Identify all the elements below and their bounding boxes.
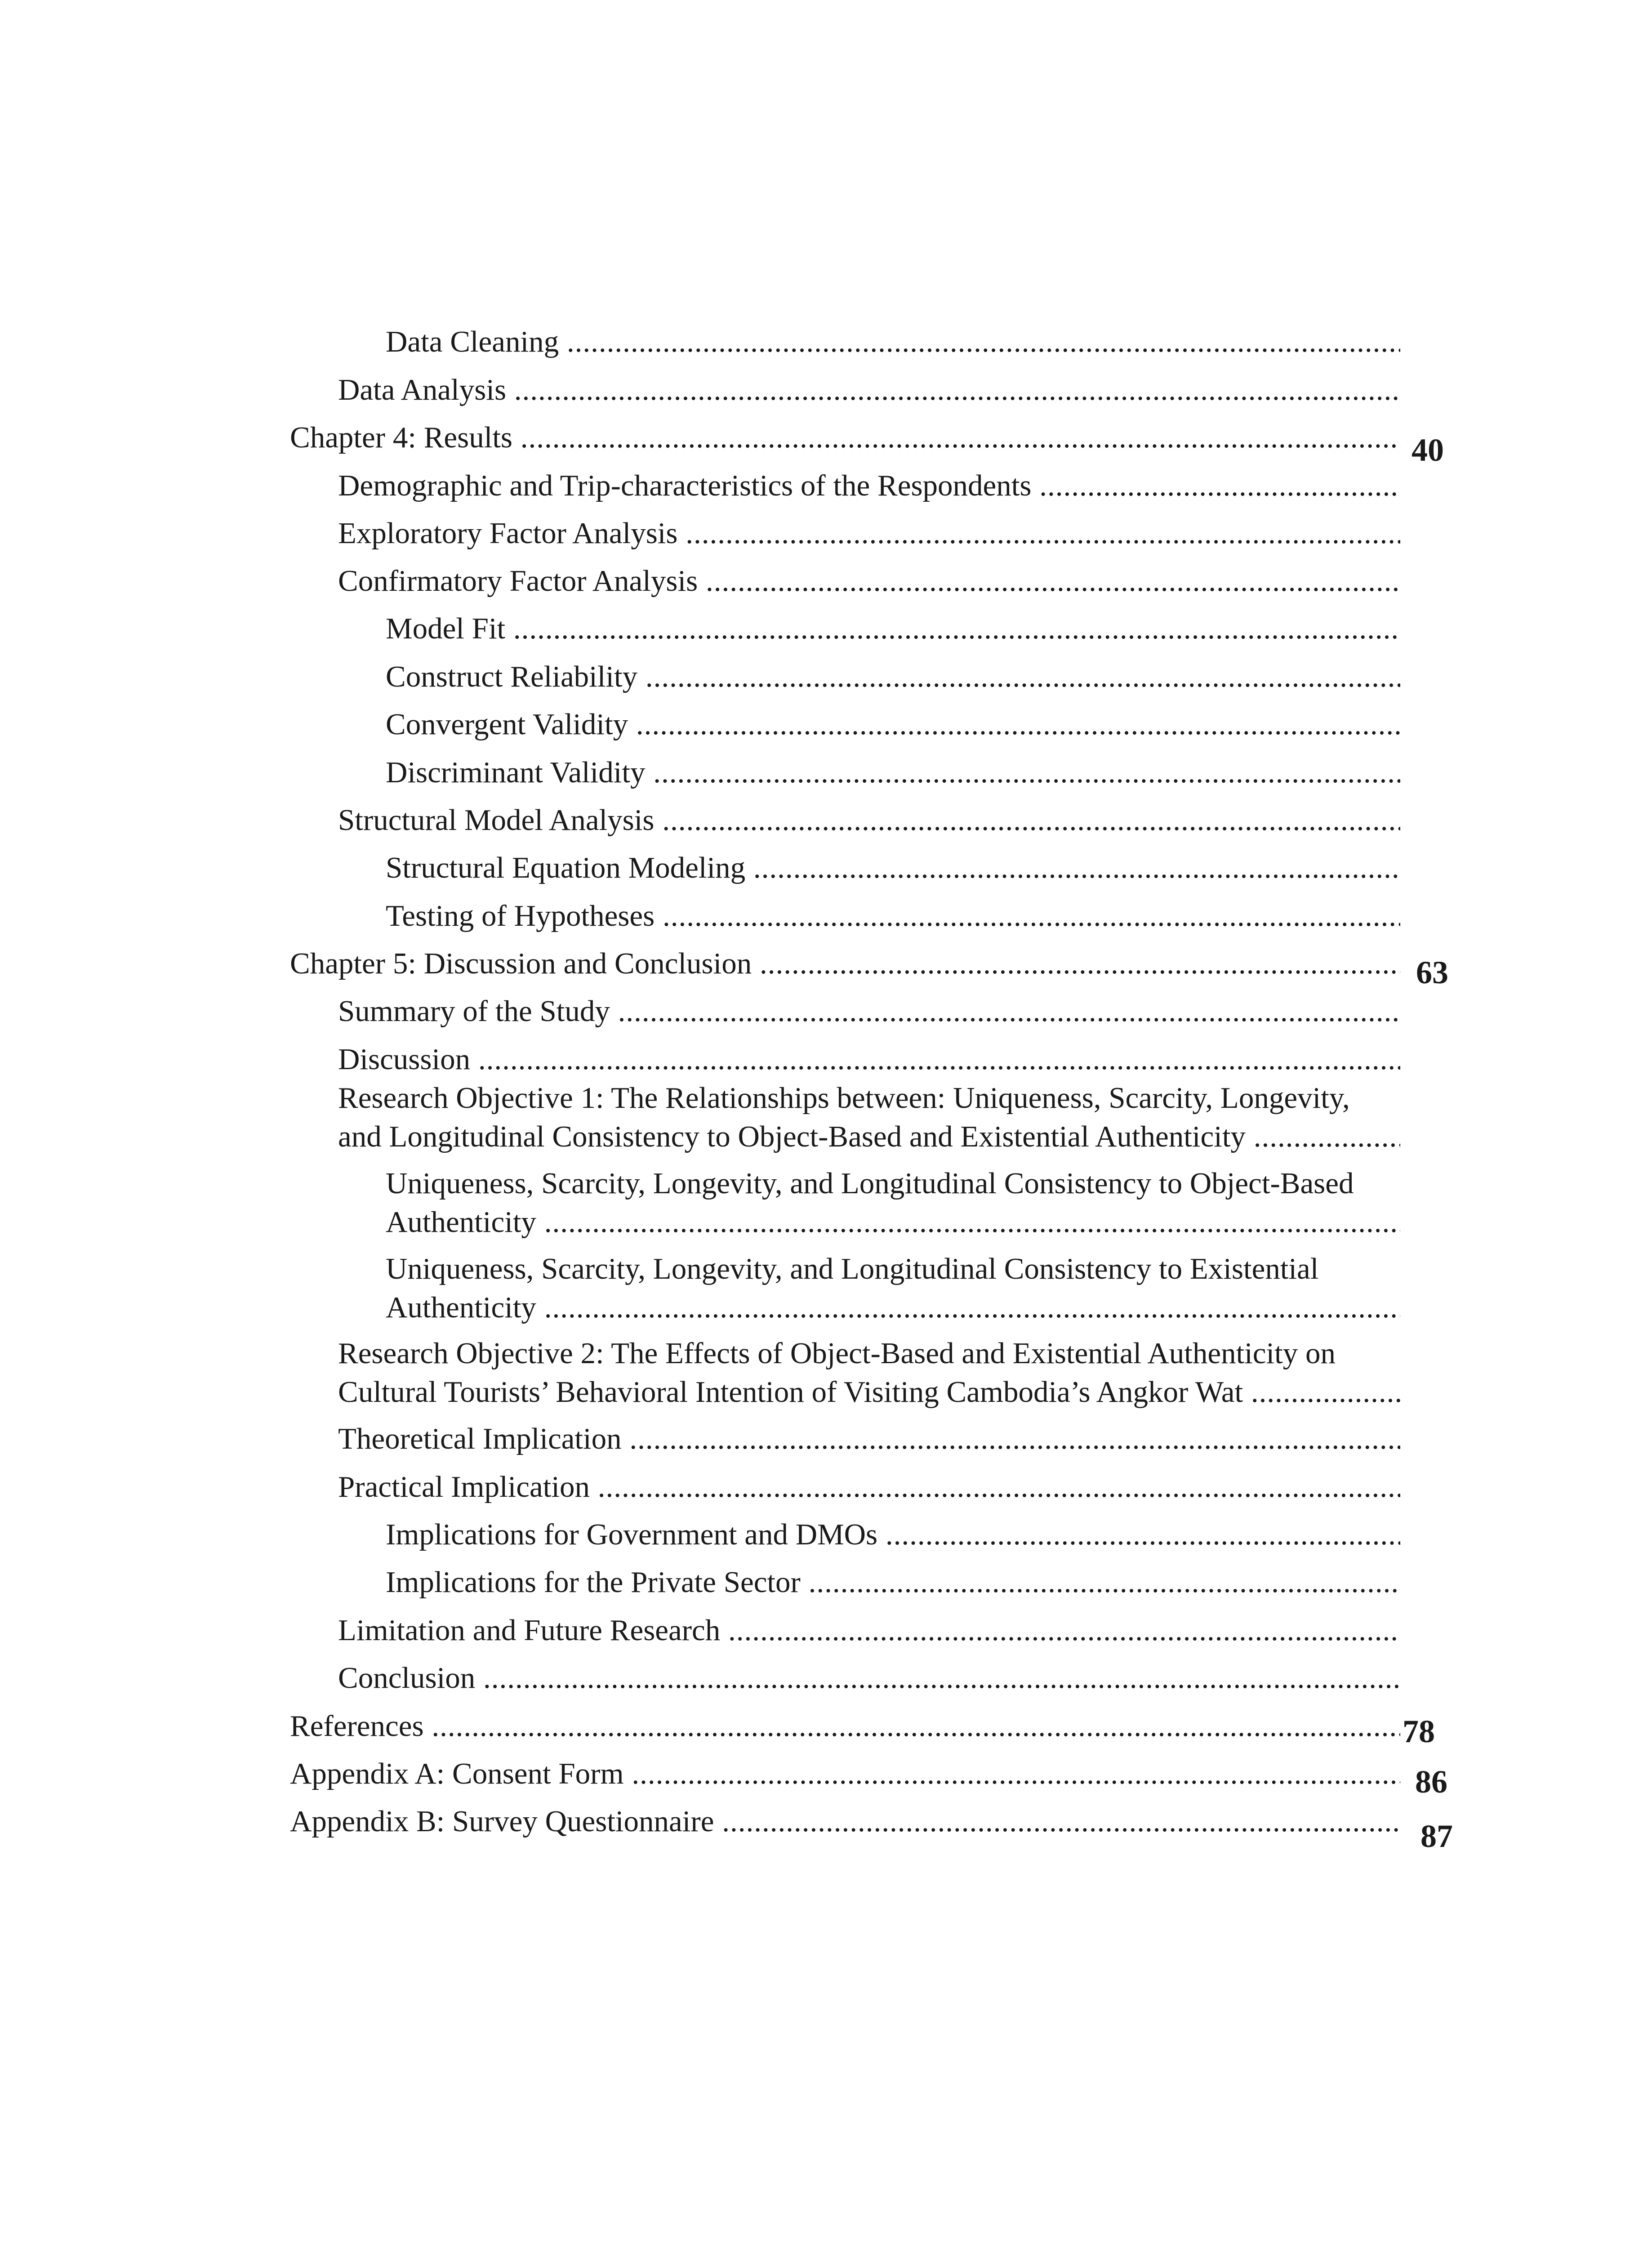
toc-entry-title: Implications for Government and DMOs ..... [386, 1517, 1400, 1552]
toc-entry-title: Testing of Hypotheses ..... [386, 898, 1400, 934]
toc-entry-title: Limitation and Future Research ..... [338, 1612, 1400, 1648]
toc-entry-title: Summary of the Study ..... [338, 993, 1400, 1029]
toc-entry-title: Demographic and Trip-characteristics of the Respondents ..... [338, 468, 1400, 504]
toc-page-number: 40 [1412, 432, 1444, 468]
toc-entry-title: Practical Implication ..... [338, 1469, 1400, 1505]
toc-page-number: 63 [1416, 955, 1448, 990]
toc-entry-title: and Longitudinal Consistency to Object-Based and Existential Authenticity ..... [338, 1119, 1400, 1155]
toc-entry-title: Discussion ..... [338, 1041, 1400, 1077]
toc-entry-title: Authenticity ..... [386, 1289, 1400, 1325]
toc-entry-title: Uniqueness, Scarcity, Longevity, and Longitudinal Consistency to Object-Based [386, 1167, 1354, 1200]
toc-entry-title: Research Objective 1: The Relationships between: Uniqueness, Scarcity, Longevity, [338, 1081, 1350, 1115]
toc-page-number: 87 [1420, 1818, 1453, 1854]
toc-entry-title: References ..... [290, 1708, 1400, 1744]
toc-entry-title: Structural Model Analysis ..... [338, 802, 1400, 838]
toc-entry-title: Implications for the Private Sector ..... [386, 1564, 1400, 1600]
toc-page-number: 86 [1415, 1764, 1447, 1800]
toc-entry-title: Appendix A: Consent Form ..... [290, 1756, 1400, 1792]
toc-page-number: 78 [1403, 1713, 1435, 1749]
toc-entry-title: Convergent Validity ..... [386, 706, 1400, 742]
toc-entry-title: Uniqueness, Scarcity, Longevity, and Longitudinal Consistency to Existential [386, 1252, 1319, 1285]
toc-entry-title: Appendix B: Survey Questionnaire ..... [290, 1803, 1400, 1839]
toc-entry-title: Discriminant Validity ..... [386, 754, 1400, 790]
toc-entry-title: Structural Equation Modeling ..... [386, 850, 1400, 886]
toc-entry-title: Conclusion ..... [338, 1660, 1400, 1696]
toc-entry-title: Theoretical Implication ..... [338, 1421, 1400, 1457]
toc-entry-title: Research Objective 2: The Effects of Object-Based and Existential Authenticity on [338, 1337, 1336, 1370]
toc-entry-title: Model Fit ..... [386, 611, 1400, 647]
toc-entry-title: Data Cleaning ..... [386, 324, 1400, 360]
toc-entry-title: Chapter 4: Results ..... [290, 419, 1400, 455]
toc-entry-title: Exploratory Factor Analysis ..... [338, 515, 1400, 551]
toc-entry-title: Chapter 5: Discussion and Conclusion ..... [290, 946, 1400, 981]
toc-entry-title: Data Analysis ..... [338, 372, 1400, 408]
toc-entry-title: Confirmatory Factor Analysis ..... [338, 563, 1400, 599]
toc-entry-title: Construct Reliability ..... [386, 659, 1400, 695]
toc-entry-title: Cultural Tourists’ Behavioral Intention of Visiting Cambodia’s Angkor Wat ..... [338, 1374, 1400, 1410]
toc-entry-title: Authenticity ..... [386, 1204, 1400, 1240]
